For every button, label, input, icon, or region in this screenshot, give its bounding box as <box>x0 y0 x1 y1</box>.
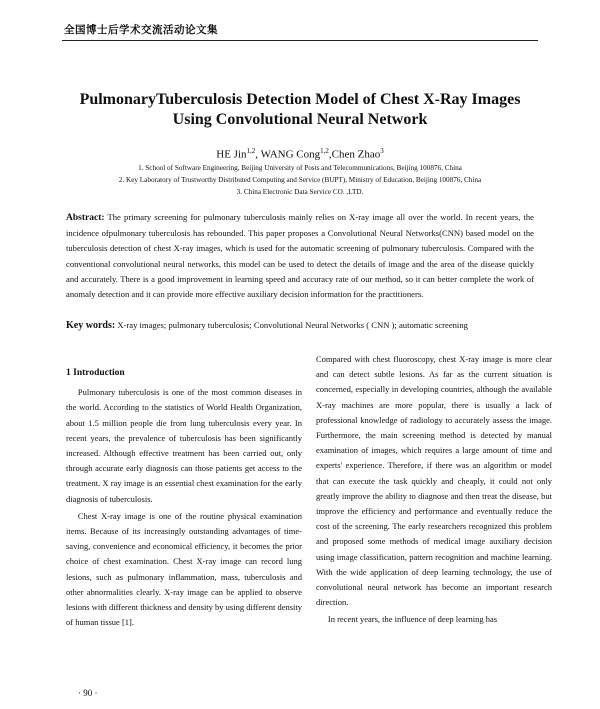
author-affiliation-mark: 3 <box>380 147 384 155</box>
section-heading: 1 Introduction <box>66 368 125 378</box>
abstract <box>66 210 534 302</box>
body-paragraph: Compared with chest fluoroscopy, chest X-ray image is more clear and can detect subtle lesions. As far as the current situation is concerned, especially in developing countries, although the available X-ray machines are more popular, there is usually a lack of professional knowledge of radiology to accurately assess the image. Furthermore, the main screening method is detected by manual examination of images, which requires a large amount of time and experts' experience. Therefore, if there was an algorithm or model that can execute the task quickly and cheaply, it could not only greatly improve the ability to diagnose and then treat the disease, but improve the efficiency and performance and eventually reduce the cost of the screening. The early researchers recognized this problem and proposed some methods of medical image auxiliary decision using image classification, pattern recognition and machine learning. With the wide application of deep learning technology, the use of convolutional neural network has become an important research direction. <box>316 354 552 608</box>
abstract-text: The primary screening for pulmonary tuberculosis mainly relies on X-ray image all over the world. In recent years, the incidence ofpulmonary tuberculosis has rebounded. This paper proposes a Convolutional Neural Networks(CNN) based model on the tuberculosis detection of chest X-ray images, which is used for the automatic screening of pulmonary tuberculosis. Compared with the conventional convolutional neural networks, this model can be used to detect the details of image and the area of the disease quickly and accurately. There is a good improvement in learning speed and accuracy rate of our method, so it can better complete the work of anomaly detection and it can provide more effective auxiliary decision information for the practitioners. <box>66 212 534 300</box>
author-name: HE Jin <box>216 148 247 161</box>
running-header: 全国博士后学术交流活动论文集 <box>64 25 218 36</box>
author-affiliation-mark: 1,2 <box>246 147 256 155</box>
affiliation-2: 2. Key Laboratory of Trustworthy Distributed Computing and Service (BUPT), Ministry of Education, Beijing 100876, China <box>118 176 482 184</box>
author-affiliation-mark: 1,2 <box>320 147 329 155</box>
body-paragraph: Chest X-ray image is one of the routine physical examination items. Because of its increasingly outstanding advantages of time-saving, convenience and economical efficiency, it becomes the prior choice of chest examination. Chest X-ray image can record lung lesions, such as pulmonary inflammation, mass, tuberculosis and other abnormalities clearly. X-ray image can be applied to observe lesions with different thickness and density by using different density of human tissue [1]. <box>66 510 302 628</box>
abstract-label: Abstract: <box>66 213 105 223</box>
header-divider <box>62 40 538 41</box>
left-column <box>66 352 302 632</box>
keywords-label: Key words: <box>66 320 116 331</box>
keywords-text: X-ray images; pulmonary tuberculosis; Convolutional Neural Networks ( CNN ); automatic screening <box>117 320 468 330</box>
page-number: · 90 · <box>78 688 98 698</box>
author-name: WANG Cong <box>260 148 321 161</box>
body-paragraph: Pulmonary tuberculosis is one of the most common diseases in the world. According to the statistics of World Health Organization, about 1.5 million people die from lung tuberculosis every year. In recent years, the prevalence of tuberculosis has been significantly increased. Although effective treatment has been carried out, only through accurate early diagnosis can those patients get access to the treatment. X ray image is an essential chest examination for the early diagnosis of tuberculosis. <box>66 387 302 504</box>
paper-title <box>40 90 560 130</box>
title-line-2: Using Convolutional Neural Network <box>172 111 428 128</box>
author-name: Chen Zhao <box>331 148 381 161</box>
right-column <box>316 352 552 630</box>
affiliation-1: 1. School of Software Engineering, Beijing University of Posts and Telecommunications, Beijing 100876, China <box>138 164 462 172</box>
affiliation-3: 3. China Electronic Data Service CO. ,LTD. <box>236 188 364 196</box>
keywords <box>66 318 534 334</box>
body-paragraph: In recent years, the influence of deep learning has <box>327 614 498 625</box>
title-line-1: PulmonaryTuberculosis Detection Model of Chest X-Ray Images <box>79 91 521 108</box>
author-list: HE Jin$^{1,2}$, WANG Cong$^{1,2}$,Chen Zhao$^3$ <box>216 147 384 161</box>
